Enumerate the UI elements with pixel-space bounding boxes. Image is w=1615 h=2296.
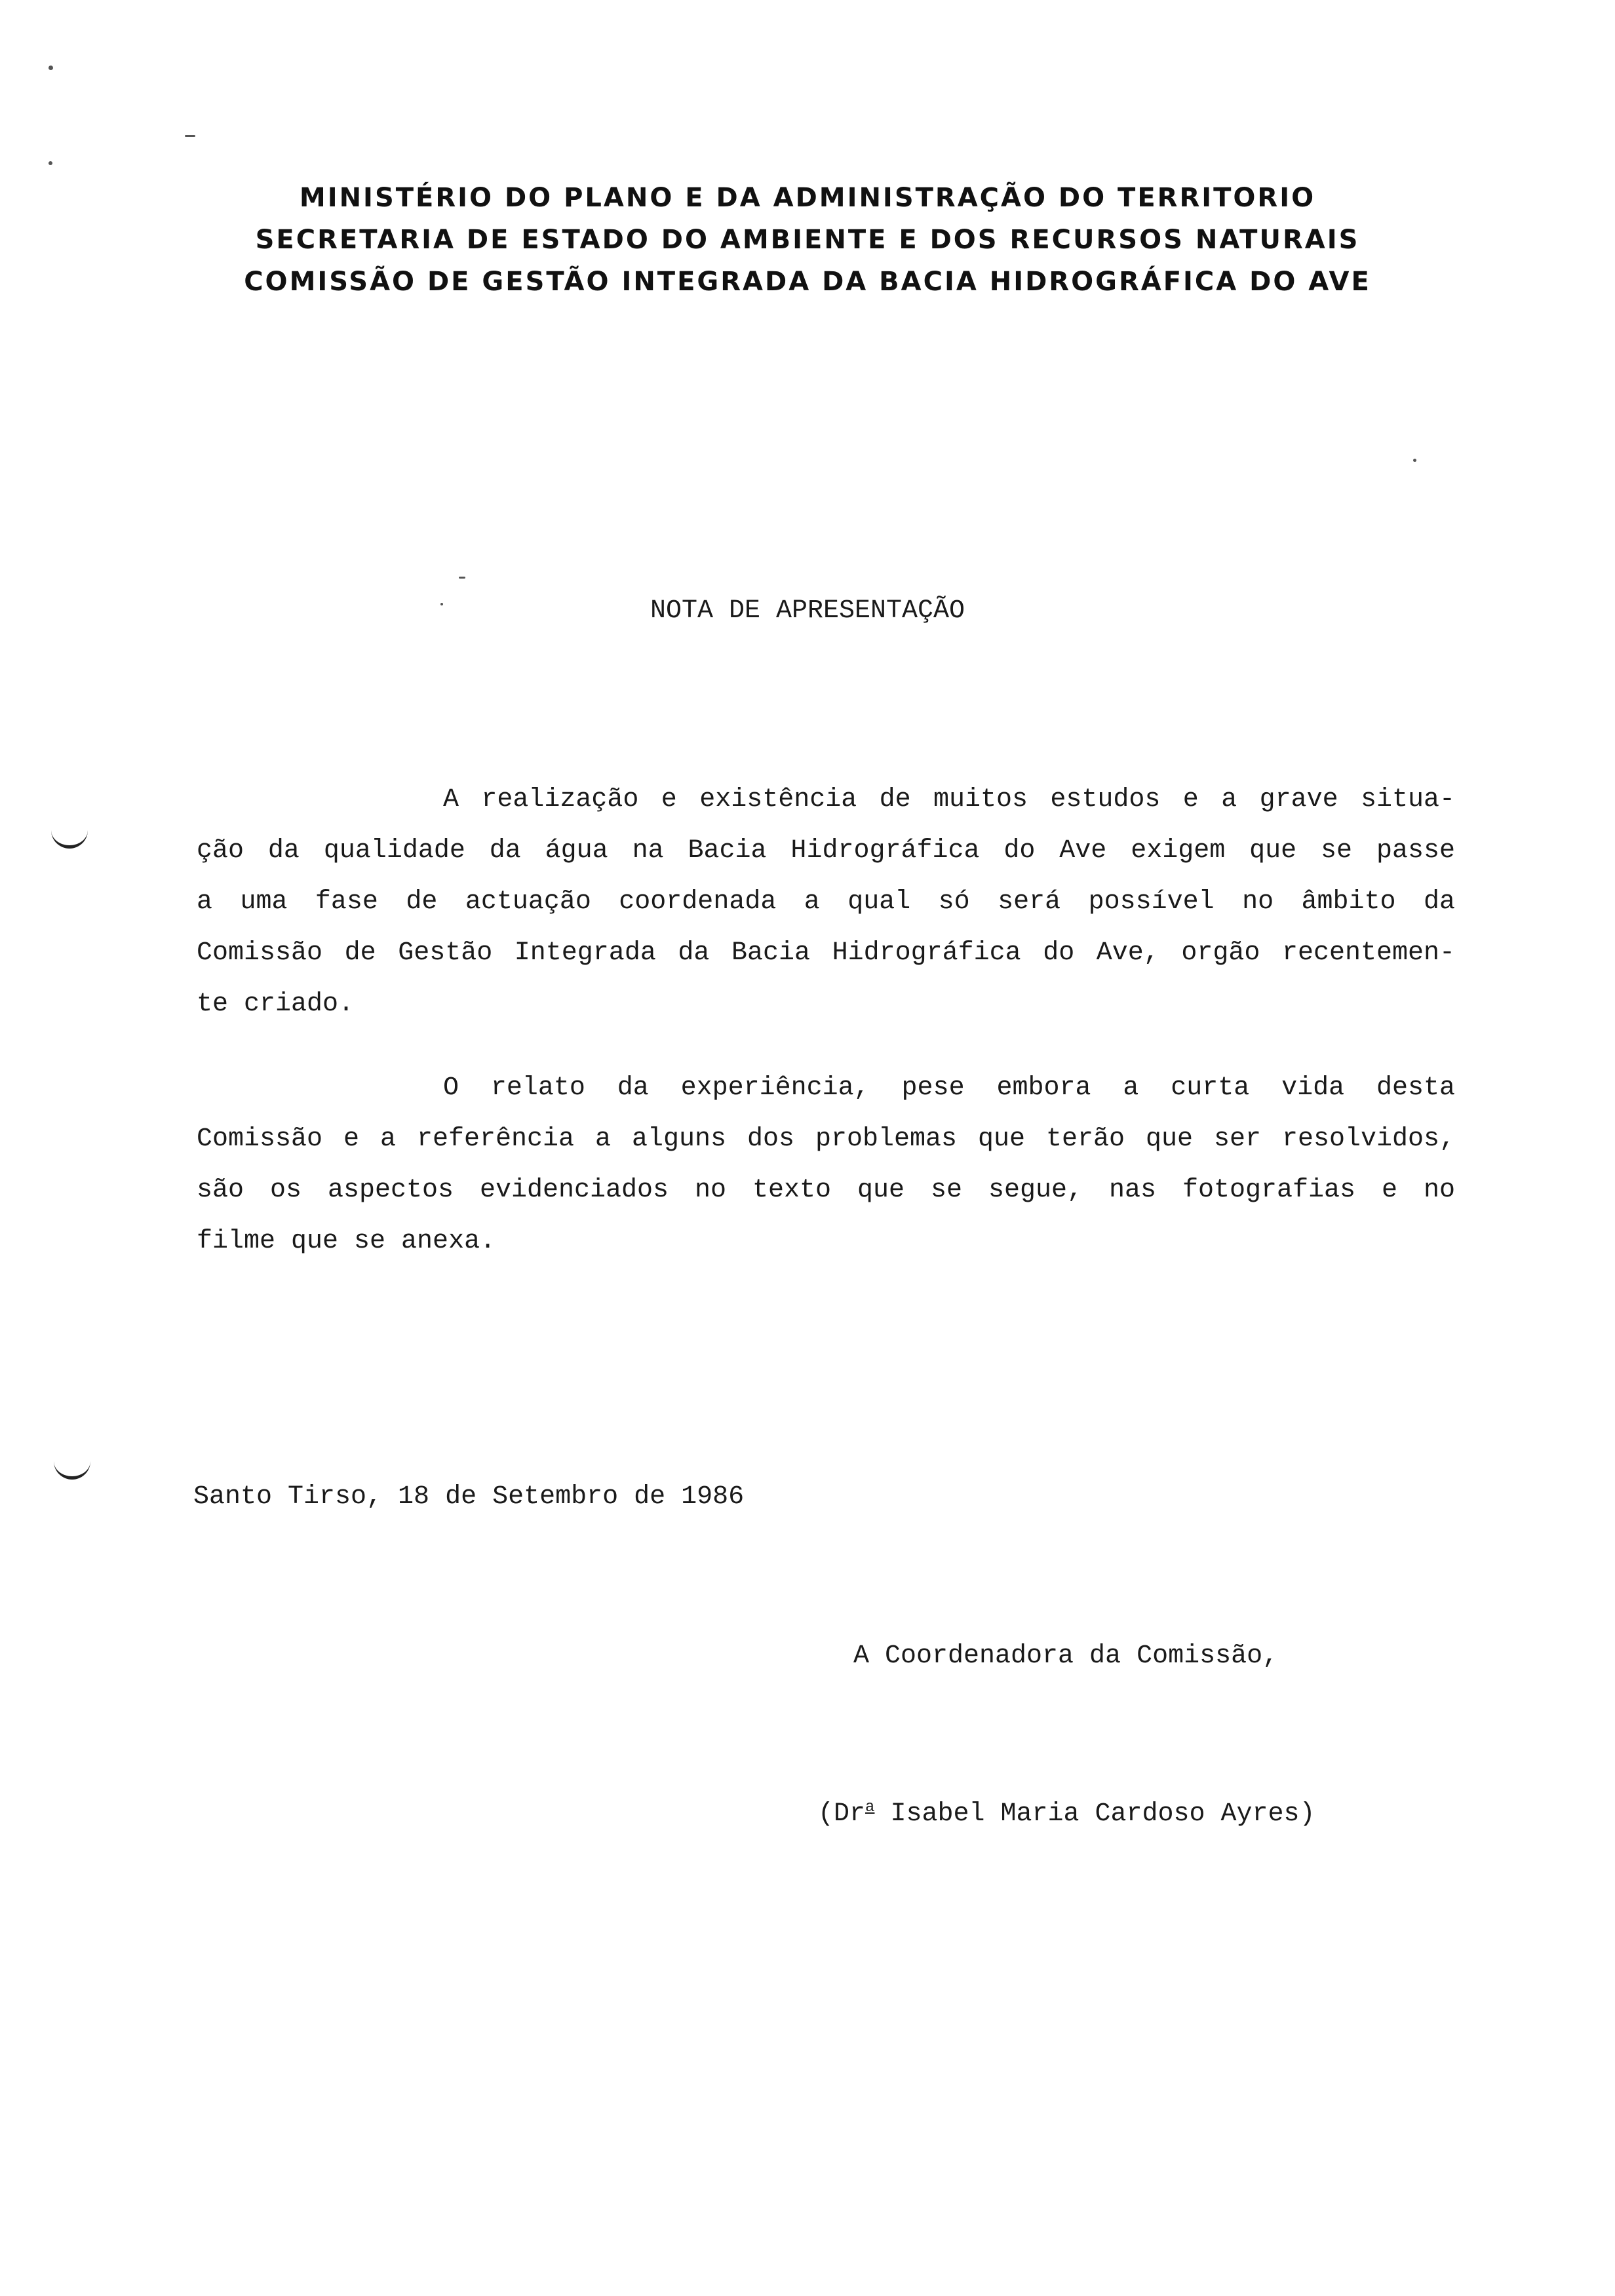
letterhead [0,177,1615,303]
paragraph-line: filme que se anexa. [197,1227,496,1256]
scan-speck [49,161,52,165]
paragraph-line: a uma fase de actuação coordenada a qual só será possível no âmbito da [197,887,1455,917]
paragraph-line: ção da qualidade da água na Bacia Hidrográfica do Ave exigem que se passe [197,836,1455,866]
signature-open-paren: ( [818,1799,834,1829]
scan-speck [1413,459,1416,462]
paragraph-line: são os aspectos evidenciados no texto que se segue, nas fotografias e no [197,1176,1455,1205]
paragraph-1 [197,775,1455,1030]
scan-speck [49,66,53,70]
punch-mark [54,1458,90,1480]
scan-speck [459,577,465,579]
signatory-name [818,1799,1315,1829]
place-date: Santo Tirso, 18 de Setembro de 1986 [193,1482,745,1512]
punch-mark [51,827,88,849]
paragraph-line: Comissão de Gestão Integrada da Bacia Hidrográfica do Ave, orgão recentemen- [197,938,1455,968]
signature-name: Isabel Maria Cardoso Ayres) [874,1799,1315,1829]
paragraph-2 [197,1063,1455,1267]
paragraph-line: Comissão e a referência a alguns dos problemas que terão que ser resolvidos, [197,1124,1455,1154]
signature-title-prefix: Dr [834,1799,866,1829]
document-title: NOTA DE APRESENTAÇÃO [650,596,965,626]
scan-speck [185,135,195,137]
paragraph-line: O relato da experiência, pese embora a curta vida desta [443,1073,1455,1103]
secretariat-line: SECRETARIA DE ESTADO DO AMBIENTE E DOS RECURSOS NATURAIS [255,225,1360,255]
closing-line: A Coordenadora da Comissão, [853,1641,1279,1671]
paragraph-line: A realização e existência de muitos estudos e a grave situa- [443,785,1455,814]
commission-line: COMISSÃO DE GESTÃO INTEGRADA DA BACIA HIDROGRÁFICA DO AVE [244,267,1371,297]
ministry-line: MINISTÉRIO DO PLANO E DA ADMINISTRAÇÃO DO TERRITORIO [299,183,1316,213]
paragraph-line: te criado. [197,989,355,1019]
signature-title-super: a [865,1799,875,1816]
